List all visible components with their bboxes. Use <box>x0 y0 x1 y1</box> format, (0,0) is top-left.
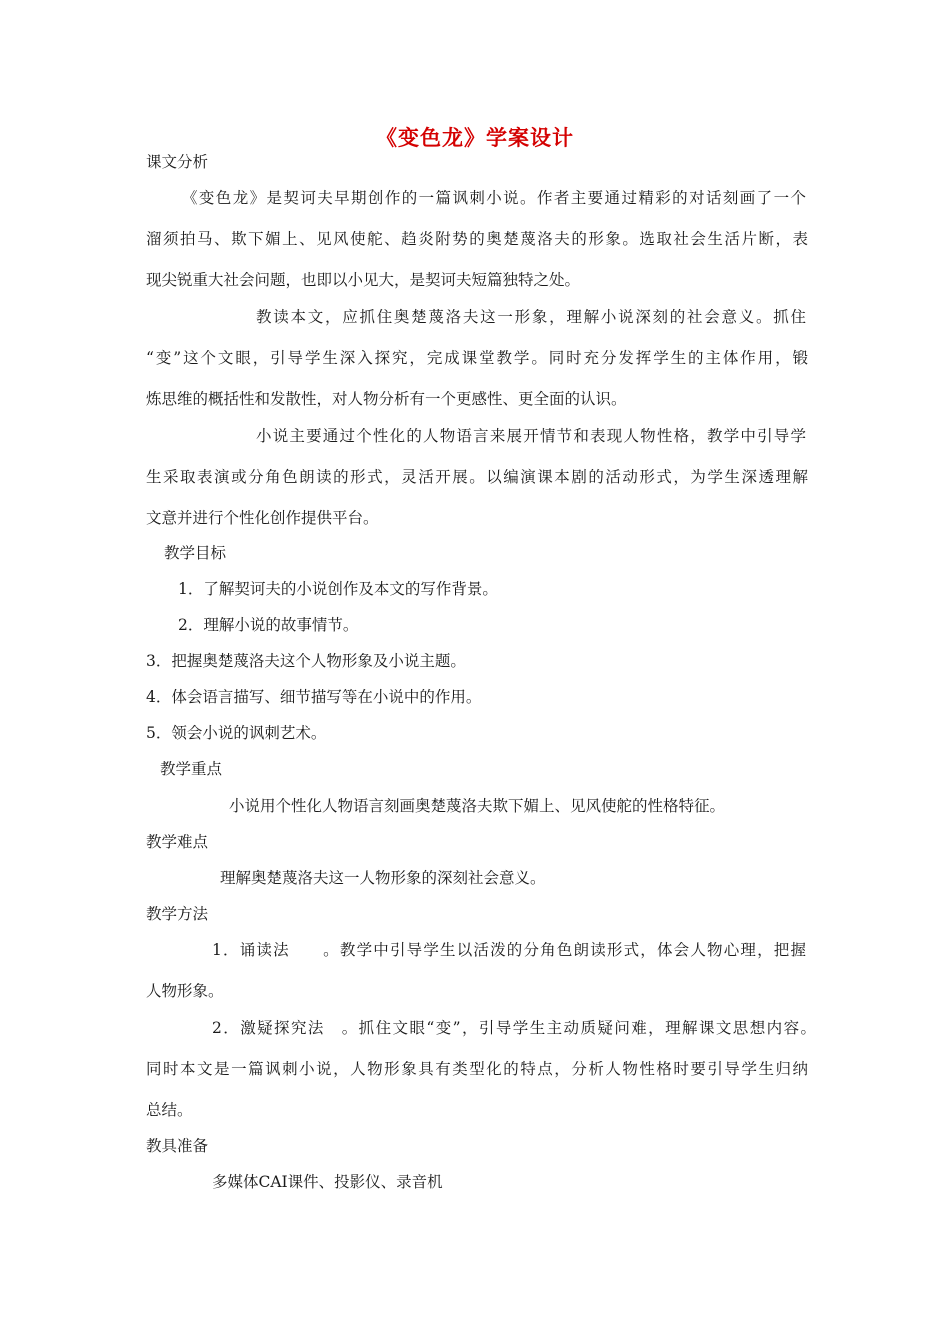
method-1-line1: 1．诵读法 。教学中引导学生以活泼的分角色朗读形式，体会人物心理，把握 <box>212 941 806 959</box>
document-title: 《变色龙》学案设计 <box>376 126 574 150</box>
analysis-heading: 课文分析 <box>146 153 209 171</box>
analysis-p2-line1: 教读本文，应抓住奥楚蔑洛夫这一形象，理解小说深刻的社会意义。抓住 <box>256 308 806 326</box>
focus-text: 小说用个性化人物语言刻画奥楚蔑洛夫欺下媚上、见风使舵的性格特征。 <box>229 797 726 815</box>
analysis-p3-line1: 小说主要通过个性化的人物语言来展开情节和表现人物性格，教学中引导学 <box>256 427 806 445</box>
analysis-p3-line2: 生采取表演或分角色朗读的形式，灵活开展。以编演课本剧的活动形式，为学生深透理解 <box>146 468 808 486</box>
focus-heading: 教学重点 <box>160 760 223 778</box>
analysis-p1-line3: 现尖锐重大社会问题，也即以小见大，是契诃夫短篇独特之处。 <box>146 271 581 289</box>
goal-item: 5．领会小说的讽刺艺术。 <box>146 724 327 742</box>
method-1-line2: 人物形象。 <box>146 982 224 1000</box>
goal-item: 1．了解契诃夫的小说创作及本文的写作背景。 <box>178 580 498 598</box>
difficulty-text: 理解奥楚蔑洛夫这一人物形象的深刻社会意义。 <box>220 869 546 887</box>
goals-heading: 教学目标 <box>164 544 227 562</box>
tools-text: 多媒体CAI课件、投影仪、录音机 <box>212 1173 443 1191</box>
analysis-p2-line3: 炼思维的概括性和发散性，对人物分析有一个更感性、更全面的认识。 <box>146 390 627 408</box>
method-2-line1: 2．激疑探究法 。抓住文眼“变”，引导学生主动质疑问难，理解课文思想内容。 <box>212 1019 816 1037</box>
analysis-p1-line1: 《变色龙》是契诃夫早期创作的一篇讽刺小说。作者主要通过精彩的对话刻画了一个 <box>182 189 806 207</box>
method-heading: 教学方法 <box>146 905 209 923</box>
method-2-line3: 总结。 <box>146 1101 193 1119</box>
tools-heading: 教具准备 <box>146 1137 209 1155</box>
method-2-line2: 同时本文是一篇讽刺小说，人物形象具有类型化的特点，分析人物性格时要引导学生归纳 <box>146 1060 808 1078</box>
goal-item: 2．理解小说的故事情节。 <box>178 616 359 634</box>
goal-item: 4．体会语言描写、细节描写等在小说中的作用。 <box>146 688 482 706</box>
analysis-p1-line2: 溜须拍马、欺下媚上、见风使舵、趋炎附势的奥楚蔑洛夫的形象。选取社会生活片断，表 <box>146 230 808 248</box>
difficulty-heading: 教学难点 <box>146 833 209 851</box>
goal-item: 3．把握奥楚蔑洛夫这个人物形象及小说主题。 <box>146 652 466 670</box>
analysis-p2-line2: “变”这个文眼，引导学生深入探究，完成课堂教学。同时充分发挥学生的主体作用，锻 <box>146 349 808 367</box>
analysis-p3-line3: 文意并进行个性化创作提供平台。 <box>146 509 379 527</box>
